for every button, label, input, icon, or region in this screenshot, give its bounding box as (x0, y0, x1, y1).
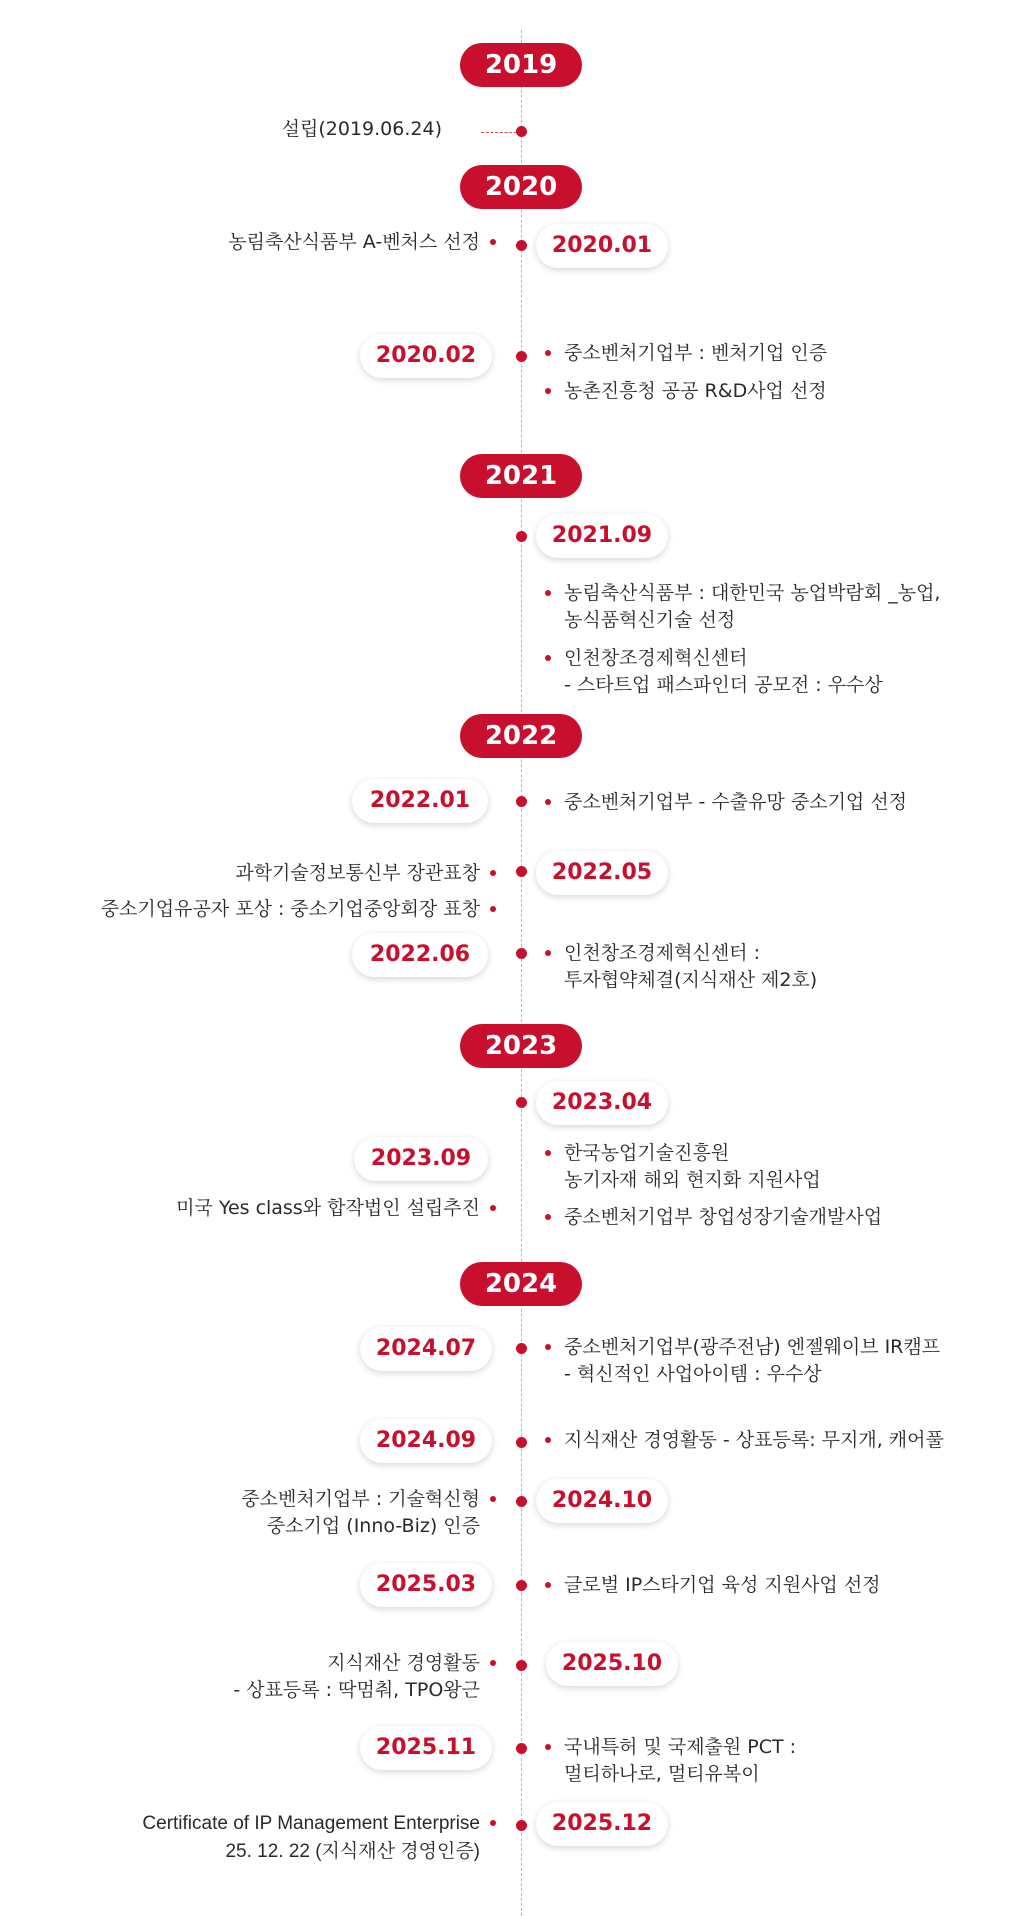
event-2020-01: 농림축산식품부 A-벤처스 선정 (228, 229, 496, 256)
event-2021-09-b: 인천창조경제혁신센터 - 스타트업 패스파인더 공모전 : 우수상 (564, 645, 883, 699)
date-pill-2022-01: 2022.01 (352, 779, 488, 823)
timeline-dot (516, 866, 527, 877)
timeline-dot (516, 1496, 527, 1507)
timeline-dot (516, 126, 527, 137)
date-pill-2024-10: 2024.10 (536, 1479, 668, 1523)
date-pill-2023-04: 2023.04 (536, 1081, 668, 1125)
timeline-dot (516, 1743, 527, 1754)
event-2023-09: 미국 Yes class와 합작법인 설립추진 (176, 1195, 496, 1222)
date-pill-2020-02: 2020.02 (360, 334, 492, 378)
event-2024-07: 중소벤처기업부(광주전남) 엔젤웨이브 IR캠프 - 혁신적인 사업아이템 : 우수상 (564, 1334, 940, 1388)
event-2020-02-a: 중소벤처기업부 : 벤처기업 인증 (564, 340, 827, 367)
date-pill-2022-06: 2022.06 (352, 933, 488, 977)
timeline-dot (516, 1097, 527, 1108)
timeline-dot (516, 1343, 527, 1354)
date-pill-2024-09: 2024.09 (360, 1419, 492, 1463)
event-2023-04-a: 한국농업기술진흥원 농기자재 해외 현지화 지원사업 (564, 1140, 821, 1194)
date-pill-2025-10: 2025.10 (546, 1642, 678, 1686)
year-badge-2022: 2022 (460, 714, 582, 758)
timeline-axis (521, 30, 522, 1916)
timeline-dot (516, 1820, 527, 1831)
event-2023-04-b: 중소벤처기업부 창업성장기술개발사업 (564, 1204, 882, 1231)
timeline-dot (516, 1580, 527, 1591)
date-pill-2025-12: 2025.12 (536, 1802, 668, 1846)
timeline-dot (516, 796, 527, 807)
event-2022-05-a: 과학기술정보통신부 장관표창 (235, 860, 496, 887)
event-2022-01: 중소벤처기업부 - 수출유망 중소기업 선정 (564, 789, 907, 816)
date-pill-2023-09: 2023.09 (354, 1137, 488, 1181)
year-badge-2020: 2020 (460, 165, 582, 209)
date-pill-2021-09: 2021.09 (536, 514, 668, 558)
year-badge-2021: 2021 (460, 454, 582, 498)
event-2025-11: 국내특허 및 국제출원 PCT : 멀티하나로, 멀티유복이 (564, 1734, 796, 1788)
timeline-dot (516, 531, 527, 542)
event-2021-09-a: 농림축산식품부 : 대한민국 농업박람회 _농업, 농식품혁신기술 선정 (564, 580, 940, 634)
event-2025-12: Certificate of IP Management Enterprise 25. 12. 22 (지식재산 경영인증) (142, 1810, 496, 1866)
event-founding: 설립(2019.06.24) (281, 118, 442, 140)
timeline-dot (516, 948, 527, 959)
event-2020-02-b: 농촌진흥청 공공 R&D사업 선정 (564, 378, 827, 405)
date-pill-2020-01: 2020.01 (536, 224, 668, 268)
year-badge-2024: 2024 (460, 1262, 582, 1306)
year-badge-2019: 2019 (460, 43, 582, 87)
founding-connector (481, 132, 517, 133)
date-pill-2025-03: 2025.03 (360, 1563, 492, 1607)
year-badge-2023: 2023 (460, 1024, 582, 1068)
timeline-dot (516, 1437, 527, 1448)
timeline-dot (516, 351, 527, 362)
timeline-dot (516, 1660, 527, 1671)
date-pill-2024-07: 2024.07 (360, 1327, 492, 1371)
event-2024-09: 지식재산 경영활동 - 상표등록: 무지개, 캐어풀 (564, 1427, 944, 1454)
date-pill-2022-05: 2022.05 (536, 851, 668, 895)
timeline-dot (516, 240, 527, 251)
event-2022-06: 인천창조경제혁신센터 : 투자협약체결(지식재산 제2호) (564, 940, 817, 994)
event-2022-05-b: 중소기업유공자 포상 : 중소기업중앙회장 표창 (101, 896, 496, 923)
event-2024-10: 중소벤처기업부 : 기술혁신형 중소기업 (Inno-Biz) 인증 (241, 1486, 496, 1540)
event-2025-10: 지식재산 경영활동 - 상표등록 : 딱멈춰, TPO왕근 (233, 1650, 496, 1704)
event-2025-03: 글로벌 IP스타기업 육성 지원사업 선정 (564, 1572, 881, 1599)
date-pill-2025-11: 2025.11 (360, 1726, 492, 1770)
